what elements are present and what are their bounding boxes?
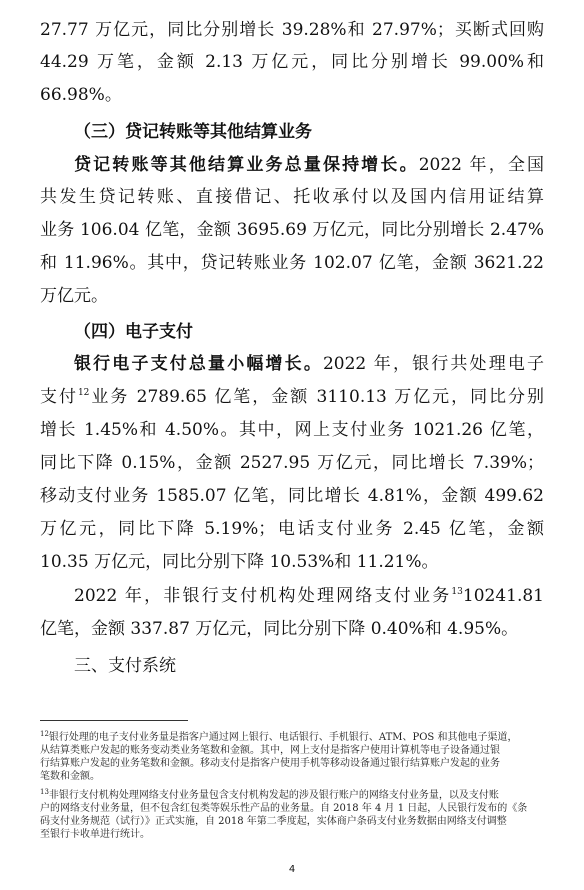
body-line: 44.29 万笔，金额 2.13 万亿元，同比分别增长 99.00%和 — [40, 52, 544, 72]
footnote-line: 行结算账户发起的业务笔数和金额。移动支付是指客户使用手机等移动设备通过银行结算账户发起的业务 — [40, 758, 500, 769]
text-run: 2022 年，银行共处理电子 — [322, 354, 544, 374]
footnote-mark: 12 — [40, 730, 49, 738]
body-line — [74, 155, 544, 175]
body-line: 亿笔，金额 337.87 万亿元，同比分别下降 0.40%和 4.95%。 — [40, 619, 519, 639]
body-line: 业务 106.04 亿笔，金额 3695.69 万亿元，同比分别增长 2.47% — [40, 220, 544, 240]
footnote-line: 从结算类账户发起的账务变动类业务笔数和金额。其中，网上支付是指客户使用计算机等电子设备通过银 — [40, 745, 500, 756]
footnote-line: 户的网络支付业务量，但不包含红包类等娱乐性产品的业务量。自 2018 年 4 月 1 日起，人民银行发布的《条 — [40, 803, 528, 814]
footnote-divider — [40, 720, 188, 721]
section-heading-3: （三）贷记转账等其他结算业务 — [74, 122, 312, 142]
body-line: 10.35 万亿元，同比分别下降 10.53%和 11.21%。 — [40, 552, 439, 572]
body-line: 和 11.96%。其中，贷记转账业务 102.07 亿笔，金额 3621.22 — [40, 253, 544, 273]
body-line — [74, 354, 544, 374]
footnote-mark: 13 — [40, 788, 49, 796]
text-run: 支付 — [40, 387, 78, 407]
footnote-12 — [40, 731, 550, 783]
footnote-line: 非银行支付机构处理网络支付业务量包含支付机构发起的涉及银行账户的网络支付业务量，以及支付账 — [48, 790, 499, 801]
section-heading-4: （四）电子支付 — [74, 322, 193, 342]
footnote-line: 至银行卡收单进行统计。 — [40, 829, 150, 840]
text-run: 10241.81 — [462, 586, 544, 606]
page-number: 4 — [288, 864, 296, 875]
body-line: 万亿元。 — [40, 286, 108, 306]
body-line — [40, 387, 544, 407]
body-line — [74, 586, 544, 606]
body-line: 增长 1.45%和 4.50%。其中，网上支付业务 1021.26 亿笔， — [40, 420, 544, 440]
body-line: 66.98%。 — [40, 85, 122, 105]
footnote-ref-12[interactable]: 12 — [77, 388, 90, 398]
text-run: 2022 年，全国 — [418, 155, 545, 175]
footnote-ref-13[interactable]: 13 — [451, 587, 463, 597]
body-line: 27.77 万亿元，同比分别增长 39.28%和 27.97%；买断式回购 — [40, 20, 544, 40]
body-line: 共发生贷记转账、直接借记、托收承付以及国内信用证结算 — [40, 187, 544, 207]
chapter-heading: 三、支付系统 — [74, 656, 176, 676]
body-line: 同比下降 0.15%，金额 2527.95 万亿元，同比增长 7.39%； — [40, 453, 544, 473]
text-run: 业务 2789.65 亿笔，金额 3110.13 万亿元，同比分别 — [89, 387, 544, 407]
footnote-line: 笔数和金额。 — [40, 771, 100, 782]
lead-sentence: 贷记转账等其他结算业务总量保持增长。 — [74, 155, 419, 175]
footnote-13 — [40, 789, 550, 841]
lead-sentence: 银行电子支付总量小幅增长。 — [74, 354, 323, 374]
footnote-line: 银行处理的电子支付业务量是指客户通过网上银行、电话银行、手机银行、ATM、POS 和其他电子渠道， — [48, 732, 518, 743]
body-line: 移动支付业务 1585.07 亿笔，同比增长 4.81%，金额 499.62 — [40, 486, 544, 506]
footnote-line: 码支付业务规范（试行）》正式实施，自 2018 年第二季度起，实体商户条码支付业务数据由网络支付调整 — [40, 816, 507, 827]
text-run: 2022 年，非银行支付机构处理网络支付业务 — [74, 586, 452, 606]
body-line: 万亿元，同比下降 5.19%；电话支付业务 2.45 亿笔，金额 — [40, 519, 544, 539]
